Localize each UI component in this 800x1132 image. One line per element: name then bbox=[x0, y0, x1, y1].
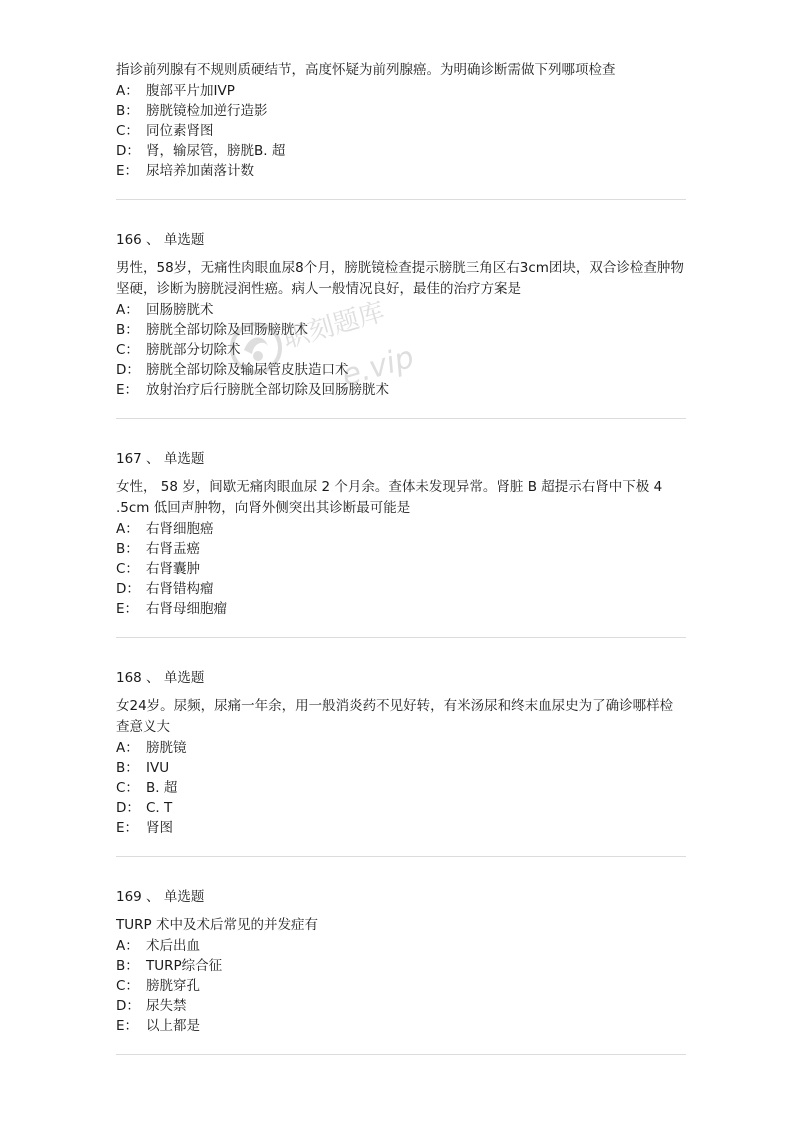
option-c: C： B. 超 bbox=[116, 780, 178, 796]
divider bbox=[116, 637, 686, 638]
document-page bbox=[116, 60, 686, 1085]
option-e: E： 尿培养加菌落计数 bbox=[116, 163, 254, 179]
question-167 bbox=[116, 449, 686, 619]
question-168 bbox=[116, 668, 686, 838]
divider bbox=[116, 418, 686, 419]
option-e: E： 右肾母细胞瘤 bbox=[116, 601, 227, 617]
option-d: D： 尿失禁 bbox=[116, 998, 187, 1014]
divider bbox=[116, 199, 686, 200]
option-b: B： IVU bbox=[116, 760, 170, 776]
option-c: C： 膀胱部分切除术 bbox=[116, 342, 241, 358]
option-e: E： 肾图 bbox=[116, 820, 173, 836]
option-d: D： 右肾错构瘤 bbox=[116, 581, 214, 597]
option-d: D： 肾，输尿管，膀胱B. 超 bbox=[116, 143, 286, 159]
option-a: A： 腹部平片加IVP bbox=[116, 83, 235, 99]
option-a: A： 术后出血 bbox=[116, 938, 200, 954]
question-text: 女性， 58 岁，间歇无痛肉眼血尿 2 个月余。查体未发现异常。肾脏 B 超提示右肾中下极 4 .5cm 低回声肿物，向肾外侧突出其诊断最可能是 bbox=[116, 479, 663, 516]
option-e: E： 以上都是 bbox=[116, 1018, 200, 1034]
watermark-text: 职刻题库 bbox=[279, 297, 388, 355]
question-text: 男性，58岁，无痛性肉眼血尿8个月，膀胱镜检查提示膀胱三角区右3cm团块，双合诊检查肿物坚硬，诊断为膀胱浸润性癌。病人一般情况良好，最佳的治疗方案是 bbox=[116, 260, 684, 297]
question-166 bbox=[116, 230, 686, 400]
option-a: A： 右肾细胞癌 bbox=[116, 521, 214, 537]
divider bbox=[116, 1054, 686, 1055]
option-b: B： 膀胱镜检加逆行造影 bbox=[116, 103, 268, 119]
question-header: 168 、 单选题 bbox=[116, 670, 205, 686]
question-text: 指诊前列腺有不规则质硬结节，高度怀疑为前列腺癌。为明确诊断需做下列哪项检查 bbox=[116, 62, 616, 78]
option-a: A： 回肠膀胱术 bbox=[116, 302, 214, 318]
option-c: C： 膀胱穿孔 bbox=[116, 978, 200, 994]
option-c: C： 右肾囊肿 bbox=[116, 561, 200, 577]
question-header: 167 、 单选题 bbox=[116, 451, 205, 467]
option-b: B： 膀胱全部切除及回肠膀胱术 bbox=[116, 322, 308, 338]
option-b: B： 右肾盂癌 bbox=[116, 541, 200, 557]
question-165 bbox=[116, 60, 686, 181]
question-header: 166 、 单选题 bbox=[116, 232, 205, 248]
question-header: 169 、 单选题 bbox=[116, 889, 205, 905]
question-text: TURP 术中及术后常见的并发症有 bbox=[116, 917, 318, 933]
option-d: D： 膀胱全部切除及输尿管皮肤造口术 bbox=[116, 362, 349, 378]
watermark-subtext: e.vip bbox=[338, 339, 418, 394]
divider bbox=[116, 856, 686, 857]
question-text: 女24岁。尿频，尿痛一年余，用一般消炎药不见好转，有米汤尿和终末血尿史为了确诊哪样检查意义大 bbox=[116, 698, 674, 735]
option-e: E： 放射治疗后行膀胱全部切除及回肠膀胱术 bbox=[116, 382, 389, 398]
option-a: A： 膀胱镜 bbox=[116, 740, 187, 756]
option-d: D： C. T bbox=[116, 800, 173, 816]
option-c: C： 同位素肾图 bbox=[116, 123, 214, 139]
question-169 bbox=[116, 887, 686, 1036]
option-b: B： TURP综合征 bbox=[116, 958, 223, 974]
